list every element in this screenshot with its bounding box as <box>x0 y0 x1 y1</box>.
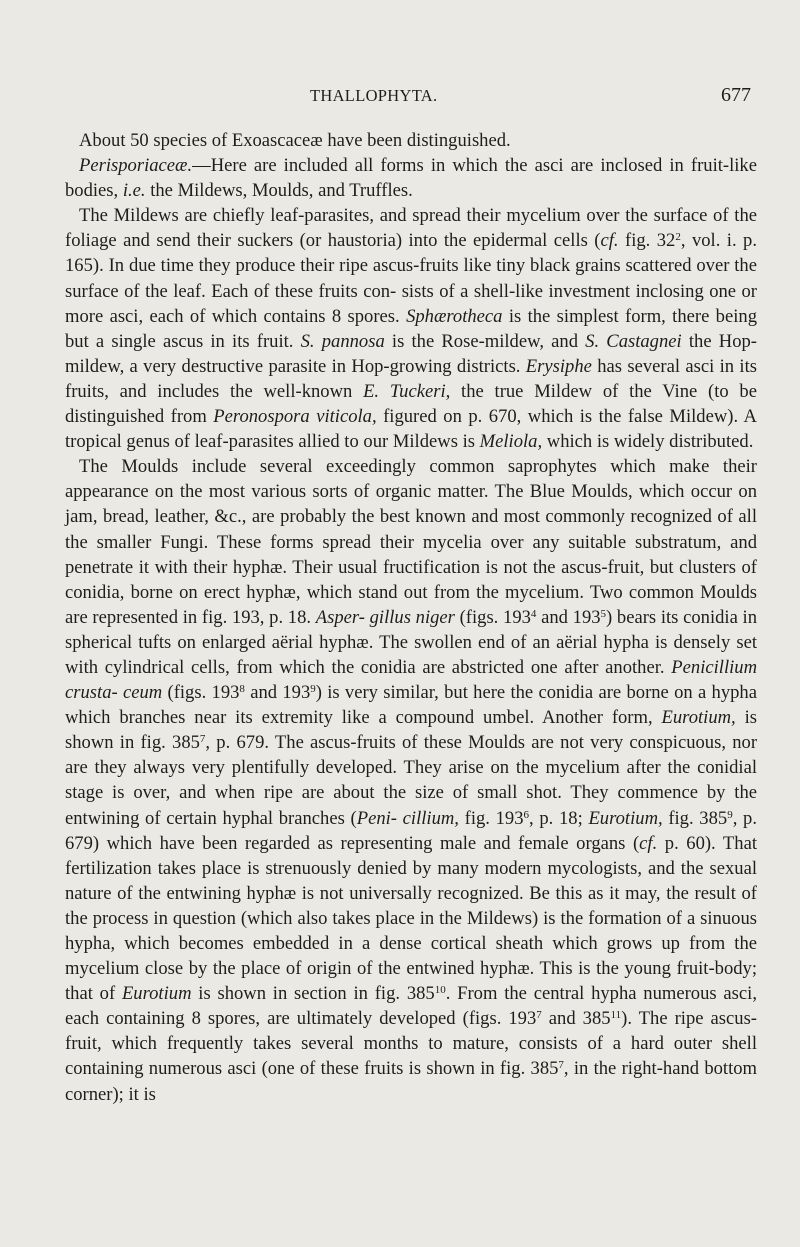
italic-term: Eurotium, <box>588 807 663 829</box>
text-run: and 193 <box>536 606 601 628</box>
text-run: the Hop-mildew, a very destructive parasite in Hop-growing districts. <box>65 330 757 377</box>
italic-term: cf. <box>639 832 658 854</box>
figure-superscript: 11 <box>610 1009 622 1022</box>
italic-term: cf. <box>600 230 619 252</box>
text-run: has several asci in its fruits, and includes the well-known <box>65 355 757 402</box>
text-run: , in the right-hand bottom corner); it is <box>65 1058 758 1105</box>
italic-term: Meliola, <box>479 431 543 453</box>
paragraph-3 <box>65 203 757 454</box>
text-run: and 193 <box>244 682 311 704</box>
figure-superscript: 8 <box>239 683 245 696</box>
text-run: ) bears its conidia in spherical tufts on enlarged aërial hyphæ. The swollen end of an aërial hypha is densely set with cylindrical cells, from which the conidia are abstricted one after another. <box>65 606 757 678</box>
text-run: —Here are included all forms in which the asci are inclosed in fruit-like bodies, <box>65 155 757 202</box>
text-run: is the simplest form, there being but a single ascus in its fruit. <box>65 305 757 352</box>
italic-term: Eurotium <box>121 983 192 1005</box>
text-run: , p. 18; <box>529 807 589 829</box>
text-run: ). The ripe ascus-fruit, which frequently takes several months to mature, consists of a hard outer shell containing numerous asci (one of these fruits is shown in fig. 385 <box>65 1008 757 1080</box>
italic-term: E. Tuckeri, <box>363 380 451 402</box>
italic-term: Perisporiaceæ. <box>79 155 193 177</box>
text-run: is the Rose-mildew, and <box>384 330 586 352</box>
text-run: the Mildews, Moulds, and Truffles. <box>145 180 413 202</box>
running-head <box>0 84 800 108</box>
text-run: , p. 679) which have been regarded as representing male and female organs ( <box>65 807 757 854</box>
text-run: , p. 679. The ascus-fruits of these Moulds are not very conspicuous, nor are they always very plentifully developed. They arise on the mycelium after the conidial stage is over, and when ripe are about the size of small shot. They commence by the entwining of certain hyphal branches ( <box>65 732 758 829</box>
text-run: is shown in section in fig. 385 <box>191 983 435 1005</box>
text-run: which is widely distributed. <box>542 431 754 453</box>
italic-term: S. Castagnei <box>585 330 682 352</box>
paragraph-1 <box>65 128 757 153</box>
text-run: About 50 species of Exoascaceæ have been distinguished. <box>79 130 511 151</box>
text-run: The Mildews are chiefly leaf-parasites, and spread their mycelium over the surface of the foliage and send their suckers (or haustoria) into the epidermal cells ( <box>65 205 757 252</box>
paragraph-2 <box>65 153 757 203</box>
text-run: fig. 193 <box>458 807 524 829</box>
italic-term: Penicillium crusta- ceum <box>65 656 757 704</box>
italic-term: Asper- gillus niger <box>315 606 455 628</box>
body-text <box>65 128 757 1107</box>
figure-superscript: 6 <box>523 808 530 821</box>
figure-superscript: 9 <box>310 683 316 696</box>
figure-superscript: 4 <box>530 607 537 620</box>
figure-superscript: 5 <box>600 607 607 620</box>
italic-term: Eurotium, <box>661 707 736 729</box>
text-run: . From the central hypha numerous asci, each containing 8 spores, are ultimately developed (figs. 193 <box>65 983 757 1030</box>
page-number: 677 <box>721 84 751 106</box>
text-run: (figs. 193 <box>454 606 531 628</box>
figure-superscript: 7 <box>536 1009 542 1022</box>
text-run: is shown in fig. 385 <box>65 707 757 754</box>
text-run: p. 60). That fertilization takes place is strenuously denied by many modern mycologists, and the sexual nature of the entwining hyphæ is not universally recognized. Be this as it may, the result of the process in question (which also takes place in the Mildews) is the formation of a sinuous hypha, which becomes embedded in a dense cortical sheath which grows up from the mycelium close by the place of origin of the entwined hyphæ. This is the young fruit-body; that of <box>65 832 757 1005</box>
italic-term: Erysiphe <box>525 355 592 377</box>
figure-superscript: 10 <box>434 984 446 997</box>
text-run: fig. 32 <box>618 230 676 252</box>
text-run: The Moulds include several exceedingly common saprophytes which make their appearance on the most various sorts of organic matter. The Blue Moulds, which occur on jam, bread, leather, &c., are probably the best known and most commonly recognized of all the smaller Fungi. These forms spread their mycelia over any suitable substratum, and penetrate it with their hyphæ. Their usual fructification is not the ascus-fruit, but clusters of conidia, borne on erect hyphæ, which stand out from the mycelium. Two common Moulds are represented in fig. 193, p. 18. <box>65 456 757 628</box>
figure-superscript: 9 <box>727 808 733 821</box>
text-run: fig. 385 <box>662 807 728 829</box>
text-run: figured on p. 670, which is the false Mildew). A tropical genus of leaf-parasites allied to our Mildews is <box>65 406 757 453</box>
text-run: , vol. i. p. 165). In due time they produce their ripe ascus-fruits like tiny black grains scattered over the surface of the leaf. Each of these fruits con- sists of a shell-like investment inclosing one or more asci, each of which contains 8 spores. <box>65 230 757 327</box>
header-title: THALLOPHYTA. <box>310 86 438 105</box>
italic-term: S. pannosa <box>300 330 385 352</box>
figure-superscript: 7 <box>558 1059 564 1072</box>
figure-superscript: 2 <box>675 231 681 244</box>
text-run: (figs. 193 <box>162 682 240 704</box>
figure-superscript: 7 <box>199 733 206 746</box>
text-run: ) is very similar, but here the conidia are borne on a hypha which branches near its extremity like a compound umbel. Another form, <box>65 682 757 729</box>
text-run: the true Mildew of the Vine (to be distinguished from <box>65 380 757 428</box>
italic-term: Peronospora viticola, <box>213 406 377 428</box>
text-run: and 385 <box>541 1008 611 1030</box>
italic-term: Sphærotheca <box>406 305 503 327</box>
paragraph-4 <box>65 454 757 1106</box>
italic-term: i.e. <box>122 180 146 202</box>
italic-term: Peni- cillium, <box>356 807 459 829</box>
